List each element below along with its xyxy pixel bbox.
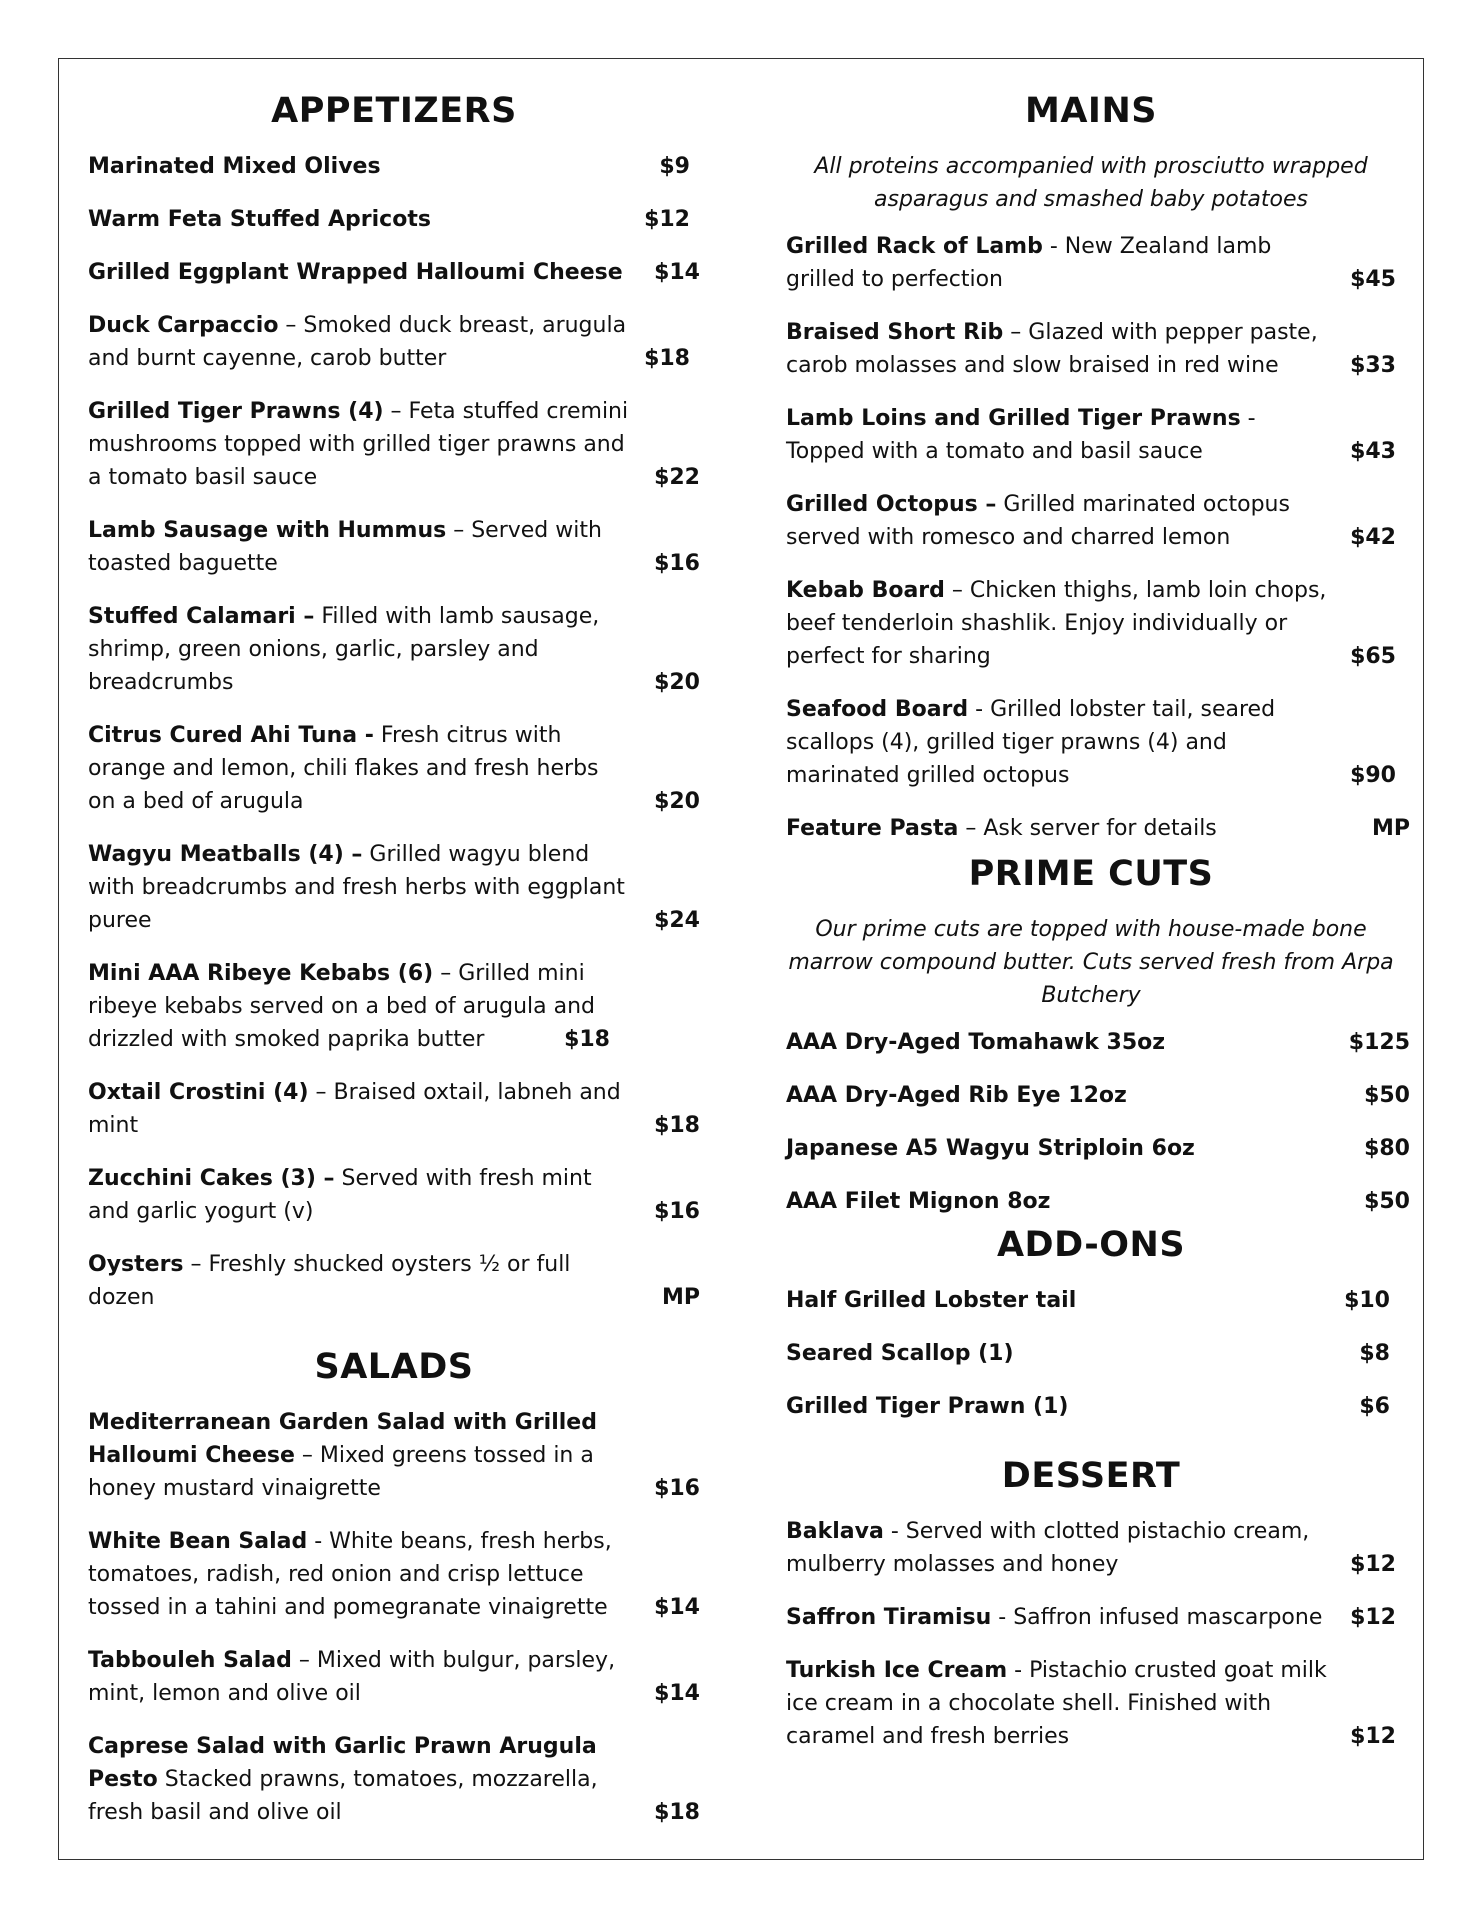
item-desc: – Served with toasted baguette [88, 518, 602, 576]
item-name: Oxtail Crostini (4) [88, 1080, 309, 1105]
item-price: $12 [1350, 1724, 1396, 1749]
item-name: Caprese Salad with Garlic Prawn Arugula Pesto [88, 1734, 597, 1792]
item-name: Baklava [786, 1519, 884, 1544]
item-name: Mini AAA Ribeye Kebabs (6) [88, 961, 434, 986]
item-desc: – Freshly shucked oysters ½ or full dozen [88, 1252, 571, 1310]
item-desc: - Saffron infused mascarpone [991, 1605, 1323, 1630]
menu-item [786, 316, 1396, 382]
item-desc: - Grilled lobster tail, seared scallops (4), grilled tiger prawns (4) and marinated grilled octopus [786, 697, 1276, 788]
item-price: $12 [1350, 1552, 1396, 1577]
item-name: Braised Short Rib [786, 320, 1004, 345]
item-name: Duck Carpaccio [88, 313, 279, 338]
item-name: Turkish Ice Cream [786, 1658, 1008, 1683]
item-desc: – Grilled mini ribeye kebabs served on a bed of arugula and drizzled with smoked paprika butter [88, 961, 595, 1052]
item-name: Japanese A5 Wagyu Striploin 6oz [786, 1136, 1195, 1161]
menu-item [786, 488, 1396, 554]
menu-item [88, 1162, 700, 1228]
item-desc: - Pistachio crusted goat milk ice cream in a chocolate shell. Finished with caramel and fresh berries [786, 1658, 1327, 1749]
menu-item [88, 1525, 700, 1624]
appetizers-heading: APPETIZERS [271, 91, 517, 131]
menu-item [88, 1730, 700, 1829]
item-name: Seafood Board [786, 697, 969, 722]
item-desc: Filled with lamb sausage, shrimp, green onions, garlic, parsley and breadcrumbs [88, 604, 600, 695]
item-price: $20 [654, 670, 700, 695]
menu-item [786, 1132, 1410, 1165]
item-name: Mediterranean Garden Salad with Grilled Halloumi Cheese [88, 1410, 597, 1468]
item-price: $125 [1348, 1030, 1410, 1055]
menu-item [88, 1406, 700, 1505]
menu-item [786, 1515, 1396, 1581]
item-price: $24 [654, 908, 700, 933]
menu-item [88, 203, 700, 236]
left-column [88, 88, 700, 1849]
item-price: $90 [1350, 763, 1396, 788]
item-price: $33 [1350, 353, 1396, 378]
item-price: $14 [654, 260, 700, 285]
item-price: MP [661, 1285, 700, 1310]
item-price: $8 [1359, 1341, 1390, 1366]
dessert-heading: DESSERT [1001, 1456, 1181, 1496]
item-desc: – Braised oxtail, labneh and mint [88, 1080, 621, 1138]
mains-heading: MAINS [1025, 91, 1157, 131]
item-name: Oysters [88, 1252, 184, 1277]
item-price: $16 [654, 551, 700, 576]
item-name: Seared Scallop (1) [786, 1341, 1014, 1366]
item-price: $18 [564, 1027, 610, 1052]
item-name: Zucchini Cakes (3) – [88, 1166, 335, 1191]
item-name: Grilled Octopus – [786, 492, 997, 517]
menu-item [786, 230, 1396, 296]
menu-item [88, 1076, 700, 1142]
item-price: $12 [1350, 1605, 1396, 1630]
item-desc: Grilled wagyu blend with breadcrumbs and fresh herbs with eggplant puree [88, 842, 625, 933]
item-name: Warm Feta Stuffed Apricots [88, 207, 431, 232]
menu-item [88, 600, 700, 699]
menu-item [786, 1284, 1396, 1317]
item-price: $12 [644, 207, 690, 232]
item-desc: Stacked prawns, tomatoes, mozzarella, fresh basil and olive oil [88, 1767, 598, 1825]
item-desc: – Feta stuffed cremini mushrooms topped with grilled tiger prawns and a tomato basil sauce [88, 399, 629, 490]
item-name: Grilled Tiger Prawn (1) [786, 1394, 1069, 1419]
item-price: $10 [1344, 1288, 1390, 1313]
menu-item [786, 693, 1396, 792]
item-price: MP [1371, 816, 1410, 841]
item-price: $43 [1350, 439, 1396, 464]
add-ons-heading: ADD-ONS [996, 1225, 1186, 1265]
item-desc: – Smoked duck breast, arugula and burnt cayenne, carob butter [88, 313, 627, 371]
menu-item [88, 395, 700, 494]
menu-item [786, 1185, 1410, 1218]
menu-item [88, 1644, 700, 1710]
menu-item [786, 1390, 1396, 1423]
item-price: $18 [654, 1113, 700, 1138]
menu-item [786, 574, 1396, 673]
item-price: $45 [1350, 267, 1396, 292]
item-name: Kebab Board [786, 578, 945, 603]
item-name: Tabbouleh Salad [88, 1648, 292, 1673]
menu-item [88, 838, 700, 937]
item-name: AAA Dry-Aged Rib Eye 12oz [786, 1083, 1127, 1108]
menu-item [88, 1248, 700, 1314]
item-name: Citrus Cured Ahi Tuna - [88, 723, 374, 748]
item-name: Feature Pasta [786, 816, 959, 841]
item-price: $80 [1364, 1136, 1410, 1161]
menu-item [88, 719, 700, 818]
item-desc: – Chicken thighs, lamb loin chops, beef tenderloin shashlik. Enjoy individually or perfect for sharing [786, 578, 1327, 669]
item-desc: - Served with clotted pistachio cream, mulberry molasses and honey [786, 1519, 1310, 1577]
menu-item [786, 1601, 1396, 1634]
item-name: Marinated Mixed Olives [88, 154, 381, 179]
prime-cuts-heading: PRIME CUTS [968, 854, 1214, 894]
item-desc: Fresh citrus with orange and lemon, chili flakes and fresh herbs on a bed of arugula [88, 723, 599, 814]
item-price: $14 [654, 1595, 700, 1620]
item-desc: - New Zealand lamb grilled to perfection [786, 234, 1272, 292]
item-price: $14 [654, 1681, 700, 1706]
item-price: $6 [1359, 1394, 1390, 1419]
item-name: Grilled Eggplant Wrapped Halloumi Cheese [88, 260, 623, 285]
item-name: Lamb Loins and Grilled Tiger Prawns [786, 406, 1241, 431]
item-desc: – Mixed with bulgur, parsley, mint, lemon and olive oil [88, 1648, 616, 1706]
item-desc: - White beans, fresh herbs, tomatoes, radish, red onion and crisp lettuce tossed in a tahini and pomegranate vinaigrette [88, 1529, 612, 1620]
item-name: AAA Dry-Aged Tomahawk 35oz [786, 1030, 1166, 1055]
item-desc: – Glazed with pepper paste, carob molasses and slow braised in red wine [786, 320, 1318, 378]
menu-item [786, 1026, 1410, 1059]
item-price: $20 [654, 789, 700, 814]
item-price: $42 [1350, 525, 1396, 550]
item-price: $16 [654, 1199, 700, 1224]
menu-item [786, 1079, 1410, 1112]
menu-item [786, 1337, 1396, 1370]
item-price: $22 [654, 465, 700, 490]
item-desc: Served with fresh mint and garlic yogurt (v) [88, 1166, 592, 1224]
item-name: AAA Filet Mignon 8oz [786, 1189, 1051, 1214]
item-name: Stuffed Calamari – [88, 604, 315, 629]
item-price: $16 [654, 1476, 700, 1501]
item-name: Lamb Sausage with Hummus [88, 518, 447, 543]
item-price: $18 [644, 346, 690, 371]
item-desc: – Mixed greens tossed in a honey mustard vinaigrette [88, 1443, 594, 1501]
menu-item [786, 402, 1396, 468]
item-name: Grilled Tiger Prawns (4) [88, 399, 384, 424]
mains-note: All proteins accompanied with prosciutto wrapped asparagus and smashed baby potatoes [814, 154, 1368, 212]
right-column [786, 88, 1410, 1773]
menu-item [88, 957, 700, 1056]
item-price: $65 [1350, 644, 1396, 669]
item-price: $50 [1364, 1189, 1410, 1214]
menu-item [786, 1654, 1396, 1753]
menu-item [88, 256, 700, 289]
salads-heading: SALADS [314, 1347, 474, 1387]
prime-cuts-note: Our prime cuts are topped with house-made bone marrow compound butter. Cuts served fresh from Arpa Butchery [788, 917, 1394, 1008]
menu-item [786, 812, 1410, 845]
item-desc: - Topped with a tomato and basil sauce [786, 406, 1256, 464]
item-price: $9 [659, 154, 690, 179]
item-price: $50 [1364, 1083, 1410, 1108]
menu-item [88, 309, 700, 375]
item-name: Grilled Rack of Lamb [786, 234, 1043, 259]
item-name: White Bean Salad [88, 1529, 308, 1554]
item-price: $18 [654, 1800, 700, 1825]
item-desc: – Ask server for details [958, 816, 1217, 841]
item-name: Saffron Tiramisu [786, 1605, 992, 1630]
menu-item [88, 514, 700, 580]
item-desc: Grilled marinated octopus served with romesco and charred lemon [786, 492, 1290, 550]
item-name: Half Grilled Lobster tail [786, 1288, 1077, 1313]
item-name: Wagyu Meatballs (4) – [88, 842, 363, 867]
menu-item [88, 150, 700, 183]
